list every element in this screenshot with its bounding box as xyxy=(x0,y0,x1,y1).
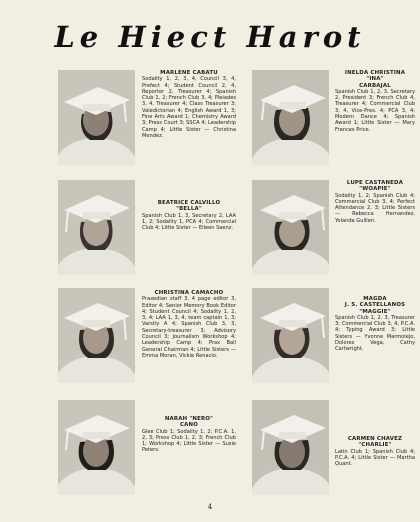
senior-photo-narah-cano xyxy=(58,400,135,495)
senior-surname: CANO xyxy=(179,422,199,429)
senior-photo-lupe-castaneda xyxy=(252,180,329,275)
senior-bio-narah-cano xyxy=(142,416,236,454)
senior-nickname: "WOAPIE" xyxy=(359,186,391,193)
senior-bio-carmen-chavez xyxy=(335,436,415,467)
senior-bio-beatrice-calvillo xyxy=(142,200,236,231)
senior-photo-magda-castellanos xyxy=(252,288,329,383)
senior-name: INELDA CHRISTINA xyxy=(344,70,406,76)
senior-bio-inelda-carbajal xyxy=(335,70,415,133)
senior-photo-christina-camacho xyxy=(58,288,135,383)
senior-activities: Sodality 1, 2; Spanish Club 4; Commercial Club 3, 4; Perfect Attendance 2, 3; Little Sisters — Rebecca Hernandez, Yolanda Guillen. xyxy=(335,192,415,224)
senior-activities: Praxedian staff 3, 4 page editor 3, Editor 4; Senior Memory Book Editor 4; Student Council 4; Sodality 1, 2, 3, 4; LAA 1, 3, 4, team captain 1, 3; Varsity A 4; Spanish Club 3, 3, Secretary-treasurer 3; Advisory Council 3; Journalism Workshop 4; Leadership Camp 4; Prax Ball General Chairman 4; Little Sisters — Emma Moran, Vickie Renacio. xyxy=(142,296,236,359)
senior-name: MARLENE CABATU xyxy=(160,70,218,76)
senior-activities: Latin Club 1; Spanish Club 4; P.C.A. 4; Little Sister — Martha Quant. xyxy=(335,448,415,468)
senior-activities: Glee Club 1; Sodality 1, 2; P.C.A. 1, 2, 3; Press Club 1, 2, 3; French Club 1; Workshop 4; Little Sister — Susie Peters. xyxy=(142,428,236,454)
senior-nickname: "CHARLIE" xyxy=(358,442,392,449)
senior-name: CHRISTINA CAMACHO xyxy=(154,290,224,296)
senior-activities: Spanish Club 1, 2, 3, Treasurer 3; Commercial Club 3, 4, P.C.A. 4; Typing Award 3; Little Sisters — Yvonne Marmolejo, Dolores Vega, Cathy Cartwright. xyxy=(335,314,415,353)
senior-name: CARMEN CHAVEZ xyxy=(347,436,403,442)
senior-bio-magda-castellanos xyxy=(335,296,415,353)
senior-surname: CARBAJAL xyxy=(359,82,391,89)
senior-bio-marlene-cabatu xyxy=(142,70,236,139)
senior-activities: Spanish Club 1, 3, Secretary 2, LAA 1, 2; Sodality 1, PCA 4; Commercial Club 4; Little Sister — Eileen Saenz. xyxy=(142,212,236,232)
senior-surname: J. S. CASTELLANOS xyxy=(344,302,406,309)
senior-photo-marlene-cabatu xyxy=(58,70,135,165)
senior-bio-lupe-castaneda xyxy=(335,180,415,224)
senior-photo-beatrice-calvillo xyxy=(58,180,135,275)
senior-activities: Spanish Club 1, 2, 3, Secretary 2, President 3; French Club 4, Treasurer 4; Commercial Club 3, 4, Vice-Pres. 4; PCA 3, 4; Modern Dance 4; Spanish Award 1; Little Sister — Mary Frances Price. xyxy=(335,88,415,133)
senior-bio-christina-camacho xyxy=(142,290,236,359)
senior-name: MAGDA xyxy=(363,296,387,302)
senior-nickname: "BELLA" xyxy=(176,206,202,213)
senior-name: NARAH "NERO" xyxy=(164,416,214,422)
senior-name: LUPE CASTANEDA xyxy=(346,180,404,186)
page-number: 4 xyxy=(207,503,213,511)
page-title: Le Hiect Harot xyxy=(54,20,366,54)
senior-nickname: "INA" xyxy=(366,76,384,83)
senior-photo-inelda-carbajal xyxy=(252,70,329,165)
senior-photo-carmen-chavez xyxy=(252,400,329,495)
senior-name: BEATRICE CALVILLO xyxy=(157,200,221,206)
senior-activities: Sodality 1, 2, 3, 4, Council 3, 4, Prefect 4; Student Council 2, 4, Reporter 2, Treasurer 4; Spanish Club 1, 2; French Club 3, 4; Pleiades 3, 4, Treasurer 4; Class Treasurer 3; Valedictorian 4; English Award 1, 3; Fine Arts Award 1; Chemistry Award 3; Press Court 3; SSCA 4; Leadership Camp 4; Little Sister — Christina Mendez. xyxy=(142,76,236,139)
senior-nickname: "MAGGIE" xyxy=(359,308,391,315)
